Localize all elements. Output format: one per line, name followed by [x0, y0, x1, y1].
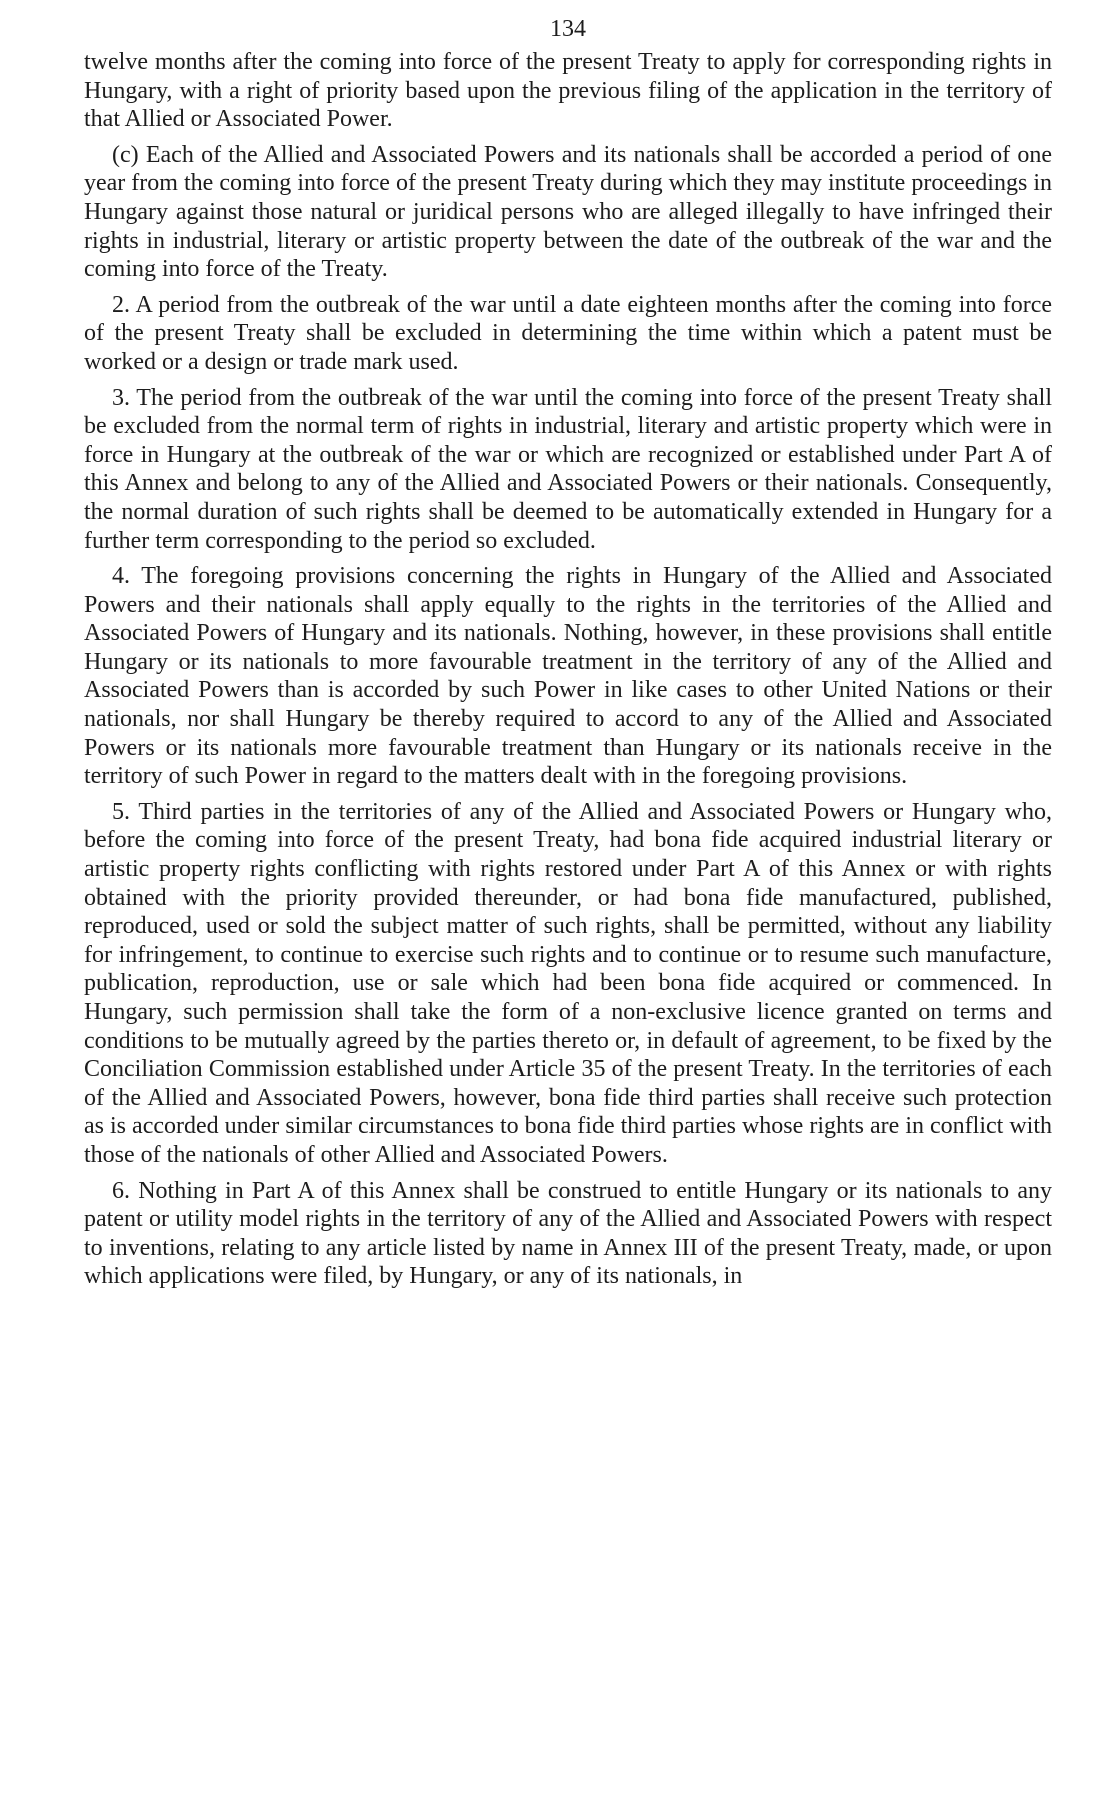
document-page — [84, 14, 1052, 1291]
page-number: 134 — [550, 16, 586, 42]
paragraph-c: (c) Each of the Allied and Associated Powers and its nationals shall be accorded a period of one year from the coming into force of the present Treaty during which they may institute proceedings in Hungary against those natural or juridical persons who are alleged illegally to have infringed their rights in industrial, literary or artistic property between the date of the outbreak of the war and the coming into force of the Treaty. — [84, 141, 1052, 283]
paragraph-continued: twelve months after the coming into force of the present Treaty to apply for corresponding rights in Hungary, with a right of priority based upon the previous filing of the application in the territory of that Allied or Associated Power. — [84, 49, 1052, 133]
paragraph-5: 5. Third parties in the territories of any of the Allied and Associated Powers or Hungary who, before the coming into force of the present Treaty, had bona fide acquired industrial literary or artistic property rights conflicting with rights restored under Part A of this Annex or with rights obtained with the priority provided thereunder, or had bona fide manufactured, published, reproduced, used or sold the subject matter of such rights, shall be permitted, without any liability for infringement, to continue to exercise such rights and to continue or to resume such manufacture, publication, reproduction, use or sale which had been bona fide acquired or commenced. In Hungary, such permission shall take the form of a non-exclusive licence granted on terms and conditions to be mutually agreed by the parties thereto or, in default of agreement, to be fixed by the Conciliation Commission established under Article 35 of the present Treaty. In the territories of each of the Allied and Associated Powers, however, bona fide third parties shall receive such protection as is accorded under similar circumstances to bona fide third parties whose rights are in conflict with those of the nationals of other Allied and Associated Powers. — [84, 798, 1052, 1168]
paragraph-6: 6. Nothing in Part A of this Annex shall be construed to entitle Hungary or its nationals to any patent or utility model rights in the territory of any of the Allied and Associated Powers with respect to inventions, relating to any article listed by name in Annex III of the present Treaty, made, or upon which applications were filed, by Hungary, or any of its nationals, in — [84, 1177, 1052, 1290]
paragraph-3: 3. The period from the outbreak of the war until the coming into force of the present Treaty shall be excluded from the normal term of rights in industrial, literary and artistic property which were in force in Hungary at the outbreak of the war or which are recognized or established under Part A of this Annex and belong to any of the Allied and Associated Powers or their nationals. Consequently, the normal duration of such rights shall be deemed to be automatically extended in Hungary for a further term corresponding to the period so excluded. — [84, 384, 1052, 554]
paragraph-2: 2. A period from the outbreak of the war until a date eighteen months after the coming into force of the present Treaty shall be excluded in determining the time within which a patent must be worked or a design or trade mark used. — [84, 291, 1052, 375]
paragraph-4: 4. The foregoing provisions concerning the rights in Hungary of the Allied and Associated Powers and their nationals shall apply equally to the rights in the territories of the Allied and Associated Powers of Hungary and its nationals. Nothing, however, in these provisions shall entitle Hungary or its nationals to more favourable treatment in the territory of any of the Allied and Associated Powers than is accorded by such Power in like cases to other United Nations or their nationals, nor shall Hungary be thereby required to accord to any of the Allied and Associated Powers or its nationals more favourable treatment than Hungary or its nationals receive in the territory of such Power in regard to the matters dealt with in the foregoing provisions. — [84, 563, 1052, 790]
